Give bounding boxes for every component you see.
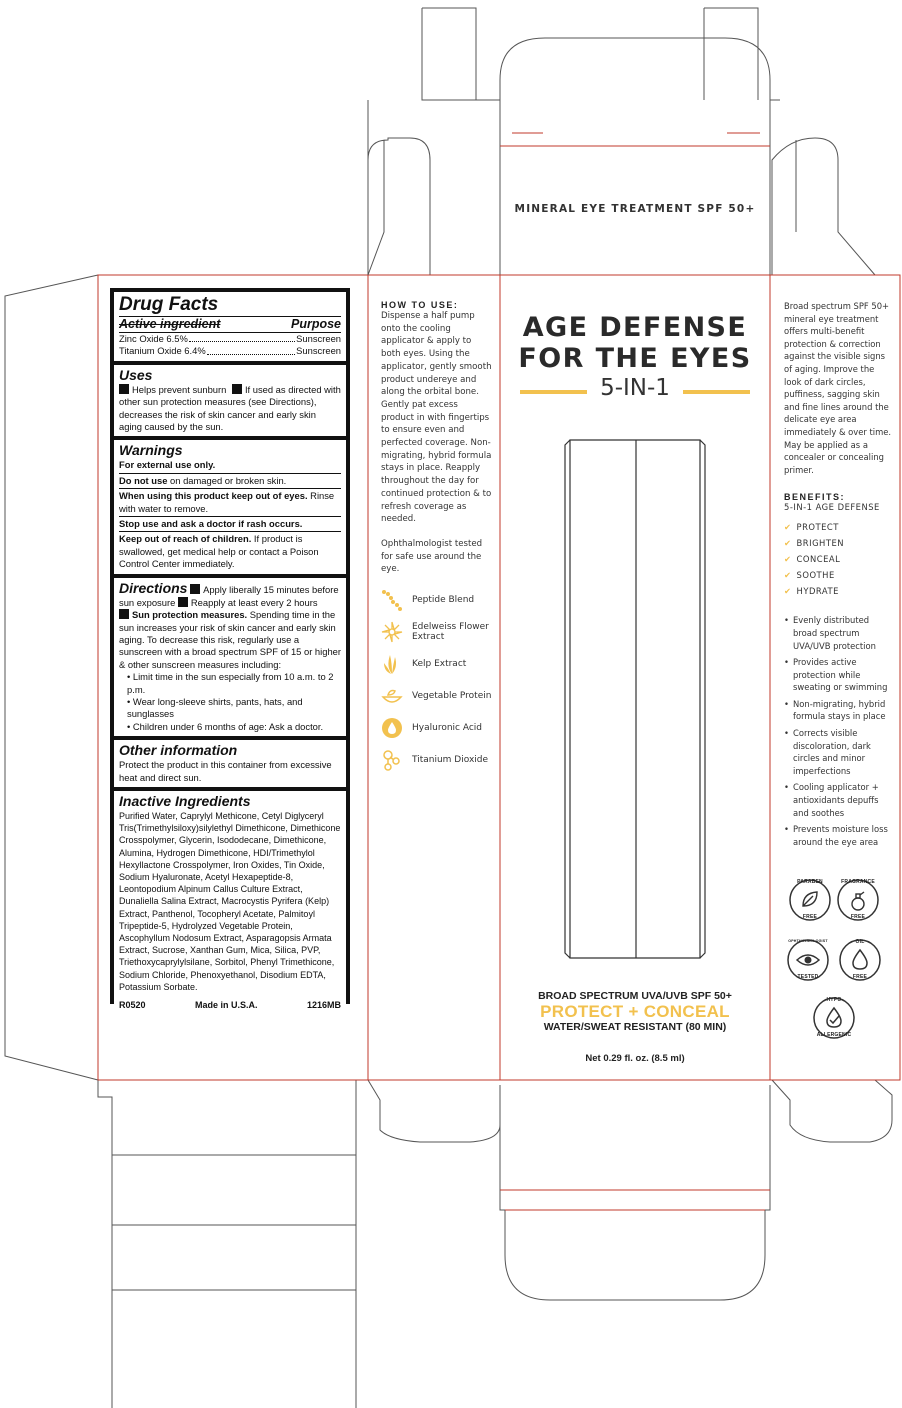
front-title-line2: FOR THE EYES: [518, 343, 752, 374]
warnings-title: Warnings: [119, 442, 183, 459]
uses-title: Uses: [119, 366, 153, 383]
ingredient-label: Hyaluronic Acid: [412, 723, 482, 733]
badge-top: OIL: [855, 939, 865, 945]
uses-a: Helps prevent sunburn: [132, 383, 227, 395]
ingredient-label: Peptide Blend: [412, 595, 475, 605]
drug-facts-actives: [114, 292, 346, 361]
active-row: [119, 333, 341, 345]
benefit-label: BRIGHTEN: [796, 538, 845, 549]
direction-3-bold: Sun protection measures.: [132, 609, 248, 621]
benefit-item: [784, 586, 894, 596]
key-ingredients-list: [381, 589, 496, 781]
badge-top: PARABEN: [797, 879, 823, 885]
benefits-subtitle: 5-IN-1 AGE DEFENSE: [784, 502, 880, 513]
ingredient-item: [381, 685, 496, 707]
side-bullet: • Evenly distributed broad spectrum UVA/UVB protection: [784, 614, 894, 652]
uses-text: [119, 384, 341, 434]
check-icon: ✔: [784, 586, 792, 597]
direction-bullet: • Children under 6 months of age: Ask a doctor.: [127, 720, 324, 732]
direction-3: [119, 609, 341, 671]
inactive-title: Inactive Ingredients: [119, 792, 251, 809]
how-to-use-text: Dispense a half pump onto the cooling applicator & apply to both eyes. Using the applicator, gently smooth product undereye and along the orbital bone. Gently pat excess product in with fingertips to ensure even and perfected coverage. Non-migrating, hybrid formula stays in place. Reapply throughout the day for continued protection & to refresh coverage as needed.: [381, 311, 492, 525]
direction-1: Apply liberally 15 minutes before sun exposure: [119, 583, 339, 608]
benefit-item: [784, 554, 894, 564]
side-bullet: • Cooling applicator + antioxidants depuffs and soothes: [784, 781, 894, 819]
badge-bottom: TESTED: [797, 974, 819, 980]
product-window: [565, 440, 705, 958]
warning-5-bold: Keep out of reach of children.: [119, 533, 252, 545]
badge-top: FRAGRANCE: [841, 879, 875, 885]
purpose-header: Purpose: [290, 317, 341, 331]
badge-bottom: FREE: [850, 914, 866, 920]
ophthalmologist-tested-text: Ophthalmologist tested for safe use around the eye.: [381, 538, 483, 575]
leaf-icon: [803, 892, 817, 906]
badge-top: OPHTHALMOLOGIST: [788, 939, 828, 943]
made-in: Made in U.S.A.: [194, 1000, 258, 1011]
drug-facts-footer: [119, 999, 341, 1011]
ingredient-item: [381, 621, 496, 643]
direction-bullet: • Limit time in the sun especially from 10 a.m. to 2 p.m.: [127, 671, 334, 695]
ingredient-label: Kelp Extract: [412, 659, 467, 669]
ingredient-label: Vegetable Protein: [412, 691, 492, 701]
how-to-use-panel: [381, 300, 493, 576]
badge-bottom: ALLERGENIC: [816, 1032, 852, 1038]
directions-title: Directions: [119, 579, 188, 596]
benefits-title: BENEFITS:: [784, 492, 846, 503]
badge-top: HYPO: [826, 997, 842, 1003]
active-name: Titanium Oxide 6.4%: [119, 345, 206, 357]
benefit-label: HYDRATE: [796, 586, 839, 597]
drug-facts-other: [114, 740, 346, 787]
side-bullet: • Non-migrating, hybrid formula stays in place: [784, 698, 894, 723]
check-icon: ✔: [784, 522, 792, 533]
paraben-free-badge: [786, 876, 834, 924]
fragrance-free-badge: [834, 876, 882, 924]
inactive-text: Purified Water, Caprylyl Methicone, Cetyl Diglyceryl Tris(Trimethylsiloxy)silylethyl Dimethicone, Dimethicone Crosspolymer, Glycerin, Isododecane, Dimethicone, Alumina, Hydrogen Dimethicone, HDI/Trimethylol Hexyllactone Crosspolymer, Iron Oxides, Tin Oxide, Sodium Hyaluronate, Acetyl Hexapeptide-8, Leontopodium Alpinum Callus Culture Extract, Dunaliella Salina Extract, Macrocystis Pyrifera (Kelp) Extract, Panthenol, Tocopheryl Acetate, Palmitoyl Tripeptide-5, Hydrolyzed Vegetable Protein, Ascophyllum Nodosum Extract, Asparagopsis Armata Extract, Sucrose, Xanthan Gum, Mica, Silica, PVP, Triethoxycaprylylsilane, Sorbitol, Phenyl Trimethicone, Sodium Chloride, Phenoxyethanol, Disodium EDTA, Potassium Sorbate.: [119, 810, 341, 992]
vegetable-protein-icon: [381, 685, 403, 707]
kelp-icon: [381, 653, 403, 675]
how-to-use-title: HOW TO USE:: [381, 300, 459, 310]
hyaluronic-acid-icon: [381, 717, 403, 739]
front-claims: [500, 990, 770, 1064]
benefit-item: [784, 570, 894, 580]
warning-5-text: If product is swallowed, get medical help or contact a Poison Control Center immediately.: [119, 533, 319, 570]
warning-2-text: on damaged or broken skin.: [167, 474, 287, 486]
ingredient-item: [381, 653, 496, 675]
ingredient-label: Edelweiss Flower Extract: [412, 622, 489, 642]
front-title-block: [500, 312, 770, 401]
drug-facts-warnings: [114, 440, 346, 573]
warning-2-bold: Do not use: [119, 474, 168, 486]
side-intro: Broad spectrum SPF 50+ mineral eye treatment offers multi-benefit protection & correction against the visible signs of aging. Improve the look of dark circles, puffiness, sagging skin and fine lines around the delicate eye area immediately & over time. May be applied as a concealer or concealing primer.: [784, 301, 892, 475]
benefit-label: CONCEAL: [796, 554, 841, 565]
side-bullet: • Corrects visible discoloration, dark circles and minor imperfections: [784, 727, 894, 777]
drug-facts-inactive: [114, 791, 346, 1014]
warning-3: [119, 488, 341, 515]
check-icon: ✔: [784, 570, 792, 581]
uses-b: If used as directed with other sun protection measures (see Directions), decreases the risk of skin cancer and early skin aging caused by the sun.: [119, 383, 341, 433]
check-icon: ✔: [784, 554, 792, 565]
top-panel-title: MINERAL EYE TREATMENT SPF 50+: [514, 203, 756, 215]
water-resistant-claim: WATER/SWEAT RESISTANT (80 MIN): [543, 1021, 727, 1033]
other-title: Other information: [119, 742, 238, 759]
active-purpose: Sunscreen: [296, 345, 341, 357]
direction-bullet: • Wear long-sleeve shirts, pants, hats, and sunglasses: [127, 695, 303, 720]
benefit-item: [784, 538, 894, 548]
direction-2: Reapply at least every 2 hours: [190, 596, 318, 608]
active-ingredient-header: [119, 317, 341, 333]
protect-conceal-claim: PROTECT + CONCEAL: [540, 1002, 730, 1021]
active-purpose: Sunscreen: [296, 333, 341, 344]
front-title-line1: AGE DEFENSE: [522, 312, 748, 343]
spectrum-claim: BROAD SPECTRUM UVA/UVB SPF 50+: [538, 990, 732, 1002]
perfume-bottle-icon: [852, 892, 864, 910]
drug-facts-title: Drug Facts: [119, 294, 341, 317]
direction-3-text: Spending time in the sun increases your risk of skin cancer and early skin aging. To decrease this risk, regularly use a sunscreen with a broad spectrum SPF of 15 or higher & other sunscreen measures including:: [119, 609, 341, 670]
directions-head: [119, 580, 341, 609]
ingredient-item: [381, 749, 496, 771]
benefit-label: SOOTHE: [796, 570, 835, 581]
warning-2: [119, 473, 341, 487]
drug-facts-directions: [114, 578, 346, 736]
check-icon: ✔: [784, 538, 792, 549]
warning-4: Stop use and ask a doctor if rash occurs.: [119, 516, 341, 530]
badge-bottom: FREE: [802, 914, 818, 920]
titanium-dioxide-icon: [381, 749, 403, 771]
item-code: 1216MB: [306, 1000, 341, 1011]
oil-drop-icon: [853, 950, 867, 969]
ingredient-item: [381, 589, 496, 611]
benefit-item: [784, 522, 894, 532]
oil-free-badge: [836, 936, 884, 984]
net-contents: Net 0.29 fl. oz. (8.5 ml): [585, 1053, 685, 1064]
drug-facts-uses: [114, 365, 346, 437]
drug-facts-panel: [110, 288, 350, 1011]
edelweiss-icon: [381, 621, 403, 643]
lot-code: R0520: [119, 1000, 146, 1011]
side-panel: [784, 300, 894, 852]
active-header: Active ingredient: [119, 317, 221, 331]
warning-3-bold: When using this product keep out of eyes.: [119, 490, 308, 502]
side-bullets: [784, 614, 894, 848]
check-drop-icon: [827, 1008, 841, 1027]
badge-bottom: FREE: [852, 974, 868, 980]
active-name: Zinc Oxide 6.5%: [119, 333, 188, 344]
side-bullet: • Prevents moisture loss around the eye area: [784, 823, 894, 848]
front-subtitle: 5-IN-1: [600, 375, 670, 401]
warning-3-text: Rinse with water to remove.: [119, 490, 335, 514]
ingredient-label: Titanium Dioxide: [412, 755, 489, 765]
peptide-icon: [381, 589, 403, 611]
warning-1: For external use only.: [119, 459, 216, 471]
other-text: Protect the product in this container from excessive heat and direct sun.: [119, 759, 332, 783]
benefit-label: PROTECT: [796, 522, 839, 533]
eye-icon: [797, 955, 819, 965]
hypoallergenic-badge: [810, 994, 858, 1042]
warning-5: [119, 531, 341, 570]
side-bullet: • Provides active protection while sweating or swimming: [784, 656, 894, 694]
ingredient-item: [381, 717, 496, 739]
active-row: [119, 345, 341, 357]
ophthalmologist-tested-badge: [784, 936, 832, 984]
